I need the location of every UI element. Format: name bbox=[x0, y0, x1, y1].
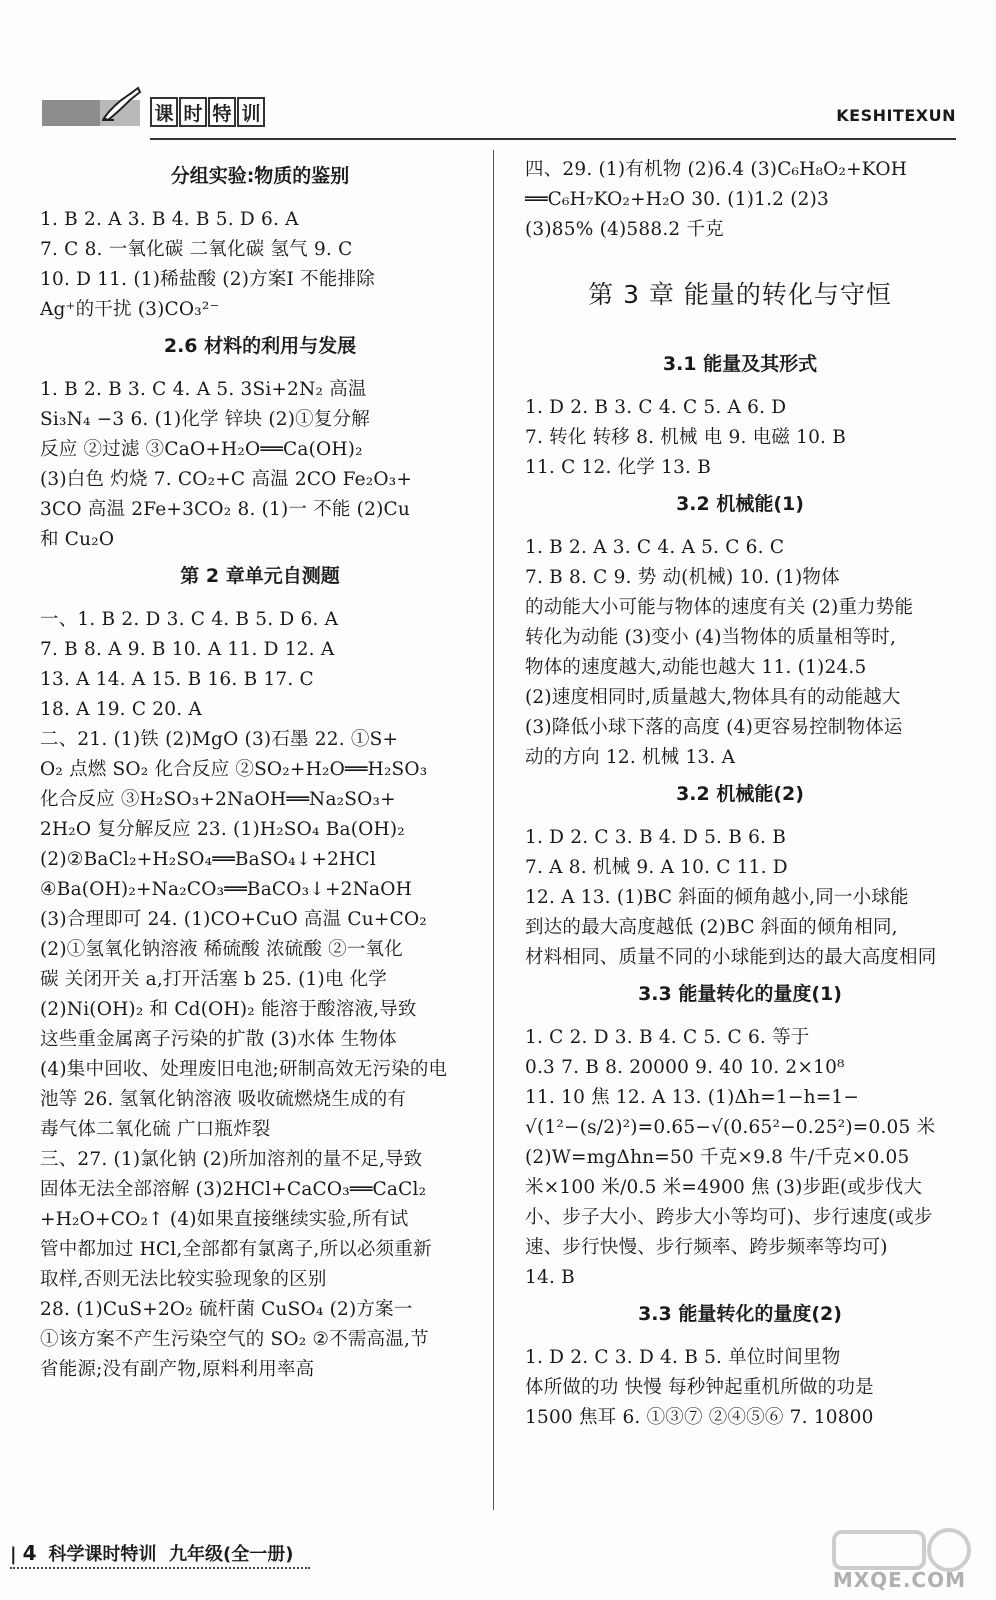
answer-block bbox=[40, 605, 480, 1385]
section-heading: 3.2 机械能(1) bbox=[676, 493, 804, 515]
answer-line: 7. B 8. C 9. 势 动(机械) 10. (1)物体 bbox=[525, 567, 840, 588]
answer-line: Ag⁺的干扰 (3)CO₃²⁻ bbox=[40, 299, 220, 320]
answer-line: (3)降低小球下落的高度 (4)更容易控制物体运 bbox=[525, 717, 903, 738]
section-heading: 第 2 章单元自测题 bbox=[180, 565, 340, 587]
answer-line: 2H₂O 复分解反应 23. (1)H₂SO₄ Ba(OH)₂ bbox=[40, 819, 405, 840]
answer-line: 取样,否则无法比较实验现象的区别 bbox=[40, 1269, 327, 1290]
answer-line: 1. D 2. C 3. D 4. B 5. 单位时间里物 bbox=[525, 1347, 841, 1368]
answer-line: 7. B 8. A 9. B 10. A 11. D 12. A bbox=[40, 639, 335, 660]
answer-line: 3CO 高温 2Fe+3CO₂ 8. (1)一 不能 (2)Cu bbox=[40, 499, 410, 520]
page-header bbox=[0, 0, 996, 150]
page-footer bbox=[10, 1540, 294, 1566]
answer-line: 省能源;没有副产物,原料利用率高 bbox=[40, 1359, 315, 1380]
answer-line: 1. C 2. D 3. B 4. C 5. C 6. 等于 bbox=[525, 1027, 810, 1048]
section-heading: 2.6 材料的利用与发展 bbox=[163, 335, 357, 357]
answer-line: 三、27. (1)氯化钠 (2)所加溶剂的量不足,导致 bbox=[40, 1149, 423, 1170]
section-heading: 分组实验:物质的鉴别 bbox=[170, 165, 350, 187]
answer-line: 毒气体二氧化硫 广口瓶炸裂 bbox=[40, 1119, 271, 1140]
header-title-char: 时 bbox=[179, 97, 207, 127]
answer-line: 米×100 米/0.5 米=4900 焦 (3)步距(或步伐大 bbox=[525, 1177, 923, 1198]
answer-line: 1. B 2. B 3. C 4. A 5. 3Si+2N₂ 高温 bbox=[40, 379, 367, 400]
answer-line: (2)Ni(OH)₂ 和 Cd(OH)₂ 能溶于酸溶液,导致 bbox=[40, 999, 417, 1020]
section-heading: 3.1 能量及其形式 bbox=[662, 353, 818, 375]
answer-line: 13. A 14. A 15. B 16. B 17. C bbox=[40, 669, 314, 690]
header-title-char: 特 bbox=[208, 97, 236, 127]
answer-line: 0.3 7. B 8. 20000 9. 40 10. 2×10⁸ bbox=[525, 1057, 845, 1078]
answer-line: √(1²−(s/2)²)=0.65−√(0.65²−0.25²)=0.05 米 bbox=[525, 1117, 936, 1138]
answer-block bbox=[525, 1023, 955, 1293]
answer-line: 7. 转化 转移 8. 机械 电 9. 电磁 10. B bbox=[525, 427, 846, 448]
answer-line: 11. C 12. 化学 13. B bbox=[525, 457, 712, 478]
footer-bar: | bbox=[10, 1544, 17, 1565]
answer-line: 1. B 2. A 3. C 4. A 5. C 6. C bbox=[525, 537, 785, 558]
right-column bbox=[525, 155, 955, 1433]
answer-line: (4)集中回收、处理废旧电池;研制高效无污染的电 bbox=[40, 1059, 448, 1080]
answer-line: 体所做的功 快慢 每秒钟起重机所做的功是 bbox=[525, 1377, 874, 1398]
answer-line: (3)85% (4)588.2 千克 bbox=[525, 219, 724, 240]
answer-block bbox=[40, 375, 480, 555]
section-heading: 3.2 机械能(2) bbox=[676, 783, 804, 805]
watermark-text: MXQE.COM bbox=[832, 1568, 966, 1592]
answer-line: 材料相同、质量不同的小球能到达的最大高度相同 bbox=[525, 947, 937, 968]
answer-line: 14. B bbox=[525, 1267, 575, 1288]
answer-line: 一、1. B 2. D 3. C 4. B 5. D 6. A bbox=[40, 609, 339, 630]
answer-line: 物体的速度越大,动能也越大 11. (1)24.5 bbox=[525, 657, 867, 678]
header-title-char: 课 bbox=[150, 97, 178, 127]
answer-line: 化合反应 ③H₂SO₃+2NaOH══Na₂SO₃+ bbox=[40, 789, 396, 810]
answer-line: (2)①氢氧化钠溶液 稀硫酸 浓硫酸 ②一氧化 bbox=[40, 939, 403, 960]
answer-line: 这些重金属离子污染的扩散 (3)水体 生物体 bbox=[40, 1029, 397, 1050]
answer-line: 1. B 2. A 3. B 4. B 5. D 6. A bbox=[40, 209, 299, 230]
answer-line: 池等 26. 氢氧化钠溶液 吸收硫燃烧生成的有 bbox=[40, 1089, 407, 1110]
answer-line: 反应 ②过滤 ③CaO+H₂O══Ca(OH)₂ bbox=[40, 439, 363, 460]
answer-line: 11. 10 焦 12. A 13. (1)Δh=1−h=1− bbox=[525, 1087, 860, 1108]
answer-line: 7. C 8. 一氧化碳 二氧化碳 氢气 9. C bbox=[40, 239, 353, 260]
footer-rule bbox=[10, 1566, 310, 1569]
footer-book-title: 科学课时特训 bbox=[48, 1544, 157, 1565]
header-en-title: KESHITEXUN bbox=[836, 106, 956, 125]
answer-line: (2)速度相同时,质量越大,物体具有的动能越大 bbox=[525, 687, 901, 708]
footer-grade: 九年级(全一册) bbox=[169, 1544, 294, 1565]
answer-line: 1500 焦耳 6. ①③⑦ ②④⑤⑥ 7. 10800 bbox=[525, 1407, 874, 1428]
pen-hand-icon bbox=[100, 84, 144, 124]
section-heading: 3.3 能量转化的量度(2) bbox=[638, 1303, 842, 1325]
answer-line: 和 Cu₂O bbox=[40, 529, 115, 550]
answer-line: 到达的最大高度越低 (2)BC 斜面的倾角相同, bbox=[525, 917, 898, 938]
left-column bbox=[40, 155, 480, 1385]
answer-line: +H₂O+CO₂↑ (4)如果直接继续实验,所有试 bbox=[40, 1209, 409, 1230]
answer-block bbox=[525, 533, 955, 773]
answer-block bbox=[525, 155, 955, 245]
answer-line: 二、21. (1)铁 (2)MgO (3)石墨 22. ①S+ bbox=[40, 729, 399, 750]
answer-line: 固体无法全部溶解 (3)2HCl+CaCO₃══CaCl₂ bbox=[40, 1179, 427, 1200]
answer-line: Si₃N₄ −3 6. (1)化学 锌块 (2)①复分解 bbox=[40, 409, 370, 430]
answer-line: 转化为动能 (3)变小 (4)当物体的质量相等时, bbox=[525, 627, 897, 648]
answer-line: 速、步行快慢、步行频率、跨步频率等均可) bbox=[525, 1237, 888, 1258]
answer-line: (2)W=mgΔhn=50 千克×9.8 牛/千克×0.05 bbox=[525, 1147, 910, 1168]
answer-block bbox=[525, 393, 955, 483]
answer-line: (3)白色 灼烧 7. CO₂+C 高温 2CO Fe₂O₃+ bbox=[40, 469, 413, 490]
answer-line: 10. D 11. (1)稀盐酸 (2)方案Ⅰ 不能排除 bbox=[40, 269, 375, 290]
answer-line: 1. D 2. B 3. C 4. C 5. A 6. D bbox=[525, 397, 787, 418]
section-heading: 3.3 能量转化的量度(1) bbox=[638, 983, 842, 1005]
answer-line: 18. A 19. C 20. A bbox=[40, 699, 202, 720]
answer-line: 7. A 8. 机械 9. A 10. C 11. D bbox=[525, 857, 788, 878]
page-number: 4 bbox=[22, 1541, 37, 1565]
column-divider bbox=[493, 150, 494, 1510]
answer-line: O₂ 点燃 SO₂ 化合反应 ②SO₂+H₂O══H₂SO₃ bbox=[40, 759, 428, 780]
answer-line: ══C₆H₇KO₂+H₂O 30. (1)1.2 (2)3 bbox=[525, 189, 829, 210]
answer-line: 四、29. (1)有机物 (2)6.4 (3)C₆H₈O₂+KOH bbox=[525, 159, 908, 180]
answer-block bbox=[40, 205, 480, 325]
answer-line: 管中都加过 HCl,全部都有氯离子,所以必须重新 bbox=[40, 1239, 432, 1260]
answer-line: 动的方向 12. 机械 13. A bbox=[525, 747, 736, 768]
header-title bbox=[150, 97, 265, 127]
answer-line: 的动能大小可能与物体的速度有关 (2)重力势能 bbox=[525, 597, 914, 618]
answer-line: (2)②BaCl₂+H₂SO₄══BaSO₄↓+2HCl bbox=[40, 849, 376, 870]
answer-line: ④Ba(OH)₂+Na₂CO₃══BaCO₃↓+2NaOH bbox=[40, 879, 412, 900]
answer-line: 小、步子大小、跨步大小等均可)、步行速度(或步 bbox=[525, 1207, 933, 1228]
header-gray-bar bbox=[42, 100, 102, 126]
chapter-heading: 第 3 章 能量的转化与守恒 bbox=[588, 280, 892, 309]
answer-line: 1. D 2. C 3. B 4. D 5. B 6. B bbox=[525, 827, 786, 848]
answer-line: 28. (1)CuS+2O₂ 硫杆菌 CuSO₄ (2)方案一 bbox=[40, 1299, 413, 1320]
answer-line: 碳 关闭开关 a,打开活塞 b 25. (1)电 化学 bbox=[40, 969, 388, 990]
header-rule bbox=[150, 138, 956, 140]
answer-block bbox=[525, 1343, 955, 1433]
answer-line: 12. A 13. (1)BC 斜面的倾角越小,同一小球能 bbox=[525, 887, 909, 908]
answer-block bbox=[525, 823, 955, 973]
answer-line: (3)合理即可 24. (1)CO+CuO 高温 Cu+CO₂ bbox=[40, 909, 427, 930]
header-title-char: 训 bbox=[237, 97, 265, 127]
answer-line: ①该方案不产生污染空气的 SO₂ ②不需高温,节 bbox=[40, 1329, 429, 1350]
